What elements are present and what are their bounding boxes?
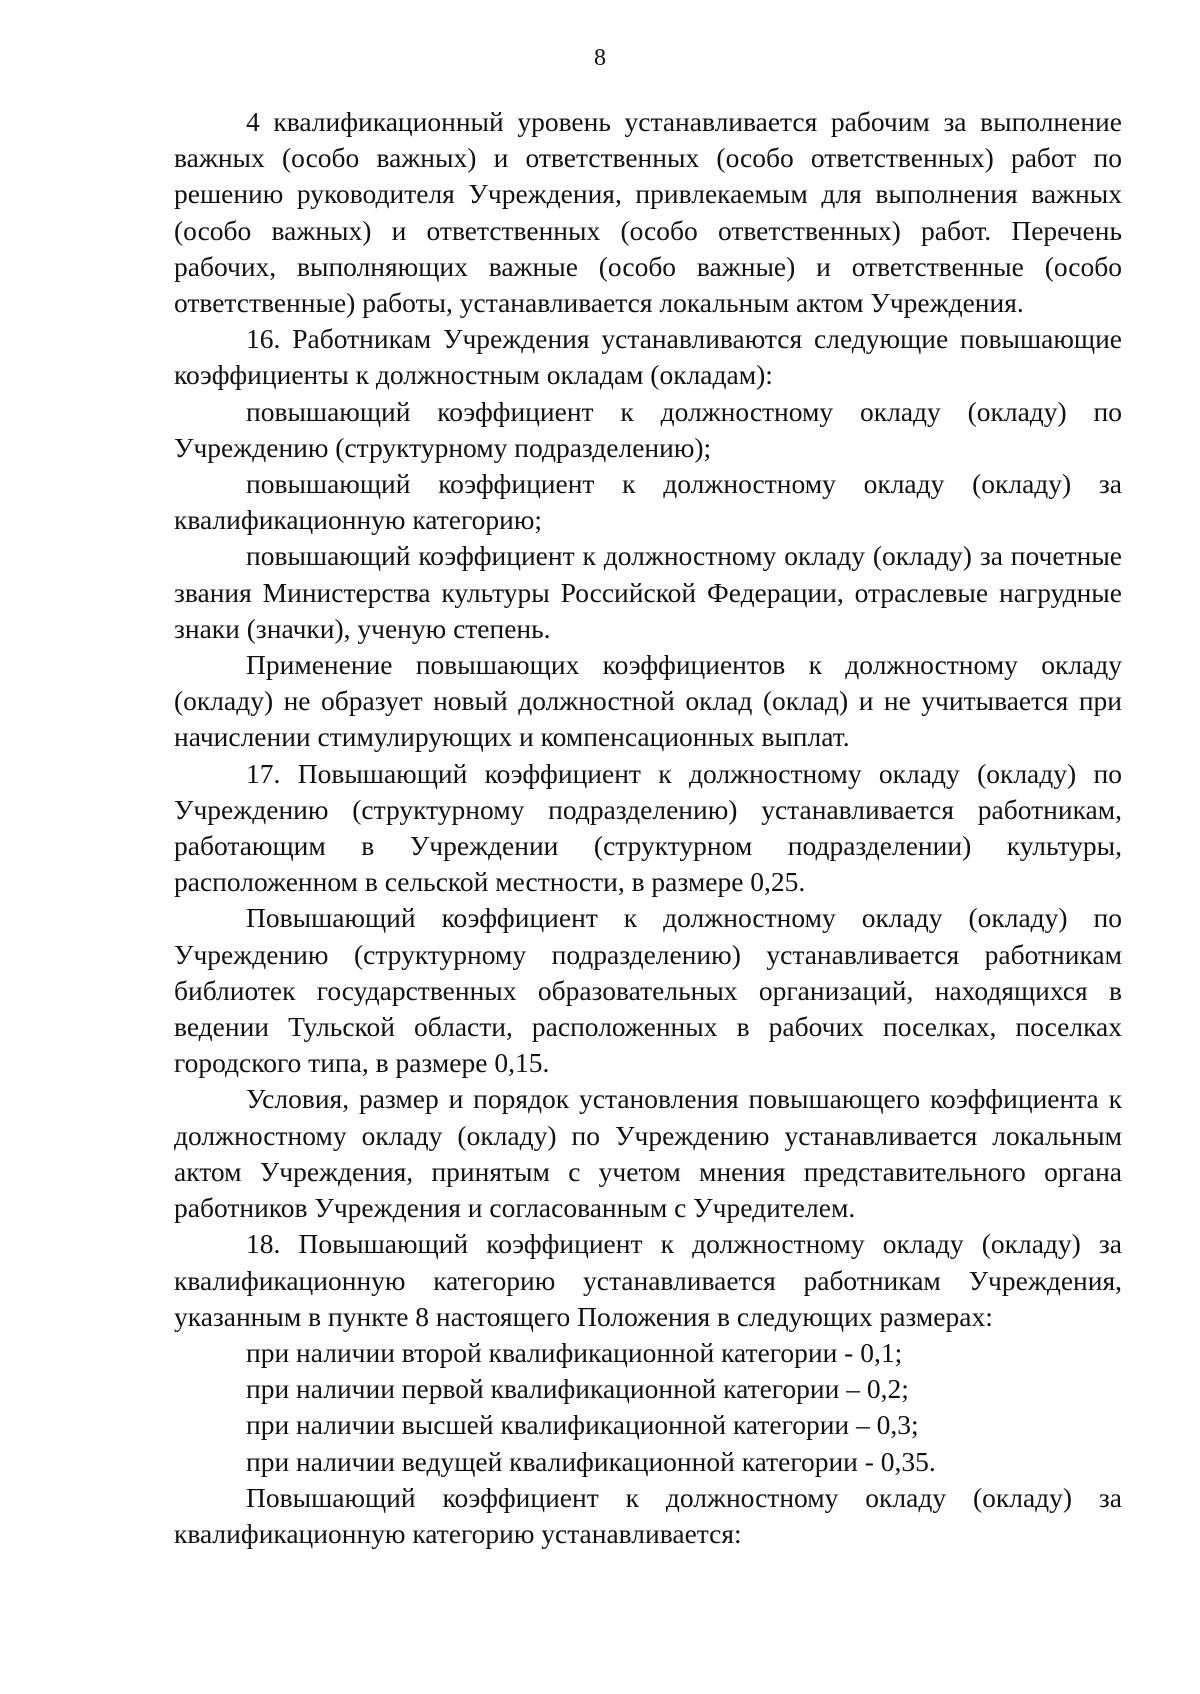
list-item-highest-category: при наличии высшей квалификационной категории – 0,3; [246, 1409, 919, 1441]
paragraph-18: 18. Повышающий коэффициент к должностному окладу (окладу) за квалификационную категорию устанавливается работникам Учреждения, указанным в пункте 8 настоящего Положения в следующих размерах: [174, 1228, 1122, 1332]
paragraph-coefficient-category: повышающий коэффициент к должностному окладу (окладу) за квалификационную категорию; [174, 468, 1122, 536]
paragraph-16: 16. Работникам Учреждения устанавливаются следующие повышающие коэффициенты к должностным окладам (окладам): [174, 323, 1122, 391]
list-item-first-category: при наличии первой квалификационной категории – 0,2; [246, 1373, 909, 1405]
paragraph-17: 17. Повышающий коэффициент к должностному окладу (окладу) по Учреждению (структурному подразделению) устанавливается работникам, работающим в Учреждении (структурном подразделении) культуры, расположенном в сельской местности, в размере 0,25. [174, 757, 1122, 898]
paragraph-libraries: Повышающий коэффициент к должностному окладу (окладу) по Учреждению (структурному подразделению) устанавливается работникам библиотек государственных образовательных организаций, находящихся в ведении Тульской области, расположенных в рабочих поселках, поселках городского типа, в размере 0,15. [174, 902, 1122, 1079]
list-item-second-category: при наличии второй квалификационной категории - 0,1; [246, 1336, 903, 1368]
paragraph-application: Применение повышающих коэффициентов к должностному окладу (окладу) не образует новый должностной оклад (оклад) и не учитывается при начислении стимулирующих и компенсационных выплат. [174, 649, 1122, 753]
page-number: 8 [594, 45, 606, 71]
paragraph-qualification-level-4: 4 квалификационный уровень устанавливается рабочим за выполнение важных (особо важных) и ответственных (особо ответственных) работ по решению руководителя Учреждения, привлекаемым для выполнения важных (особо важных) и ответственных (особо ответственных) работ. Перечень рабочих, выполняющих важные (особо важные) и ответственные (особо ответственные) работы, устанавливается локальным актом Учреждения. [174, 106, 1122, 319]
document-body [174, 104, 1122, 1552]
paragraph-coefficient-institution: повышающий коэффициент к должностному окладу (окладу) по Учреждению (структурному подразделению); [174, 395, 1122, 463]
list-item-leading-category: при наличии ведущей квалификационной категории - 0,35. [246, 1445, 936, 1477]
paragraph-conditions: Условия, размер и порядок установления повышающего коэффициента к должностному окладу (окладу) по Учреждению устанавливается локальным актом Учреждения, принятым с учетом мнения представительного органа работников Учреждения и согласованным с Учредителем. [174, 1083, 1122, 1224]
paragraph-category-established: Повышающий коэффициент к должностному окладу (окладу) за квалификационную категорию устанавливается: [174, 1481, 1122, 1549]
paragraph-coefficient-titles: повышающий коэффициент к должностному окладу (окладу) за почетные звания Министерства культуры Российской Федерации, отраслевые нагрудные знаки (значки), ученую степень. [174, 540, 1122, 644]
